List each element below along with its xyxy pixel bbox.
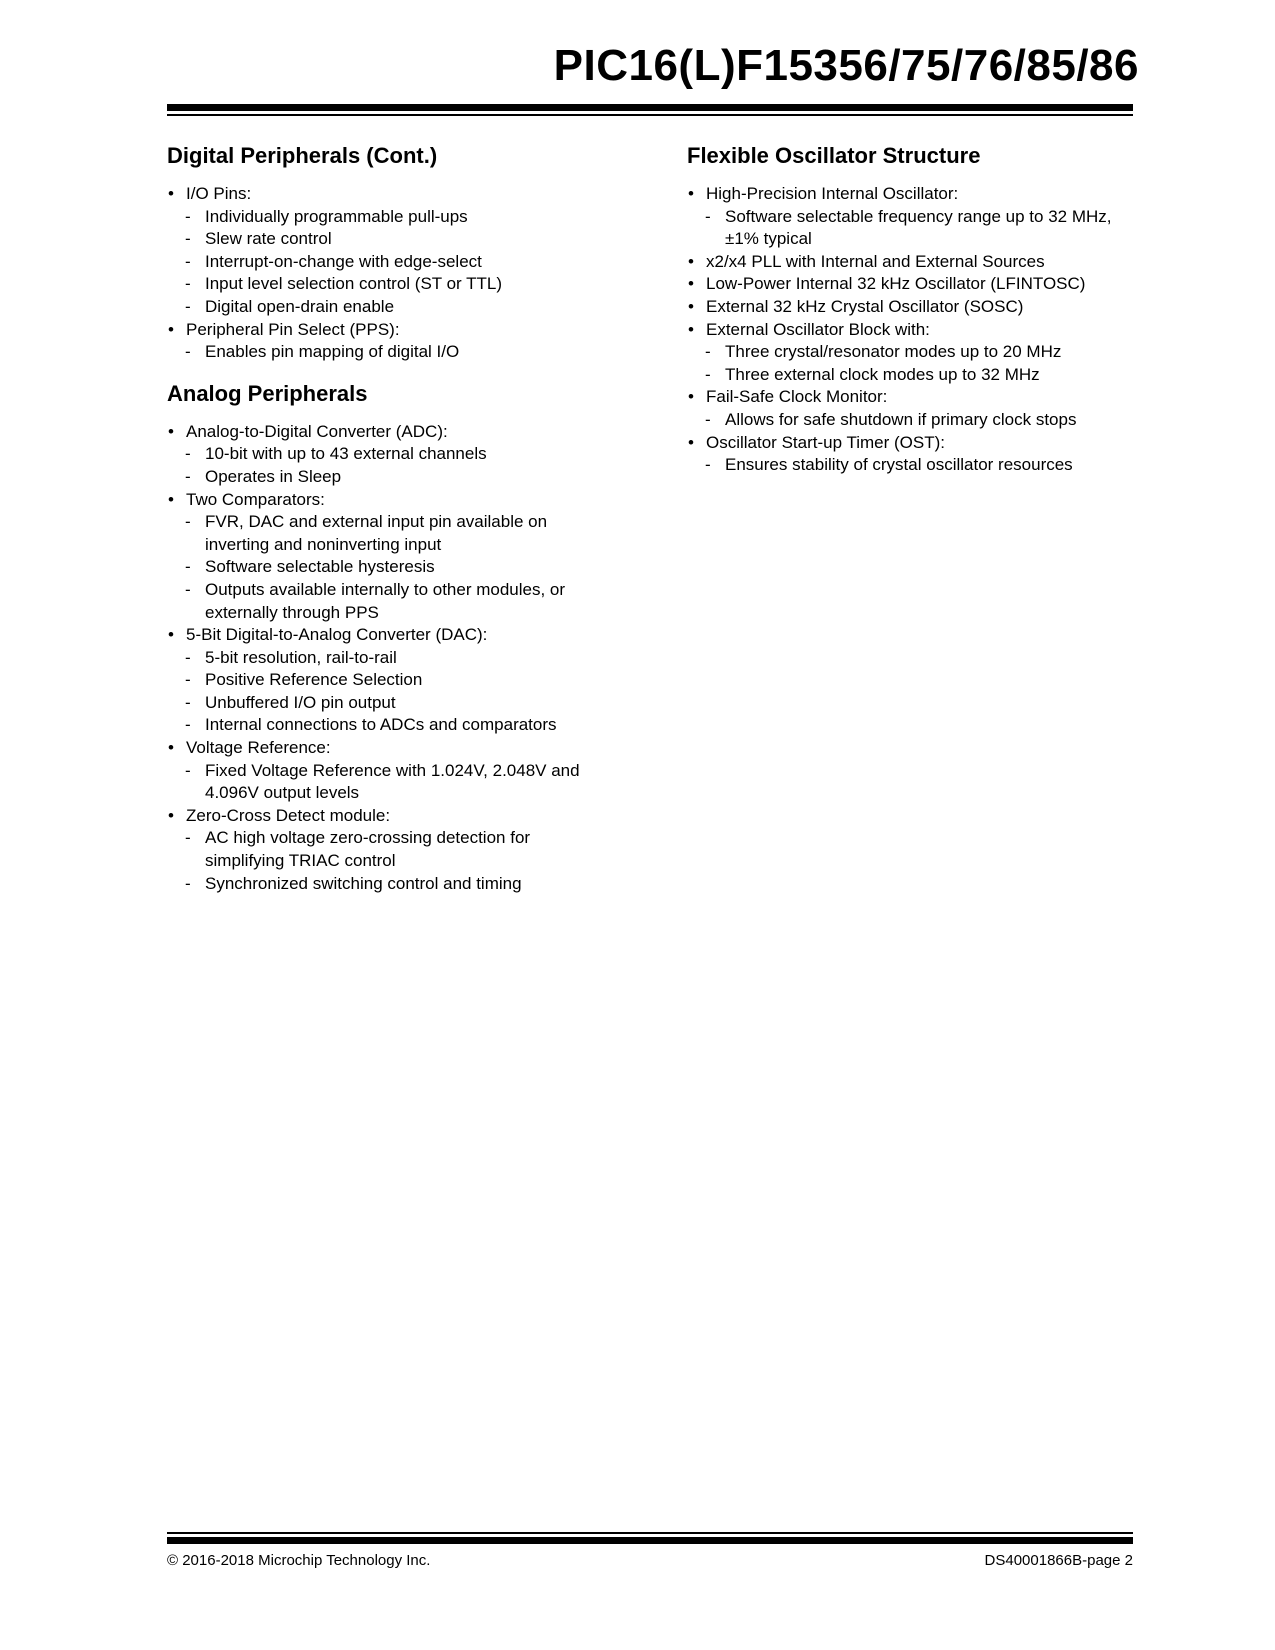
header-rule-thin [167,114,1133,116]
section [687,142,1117,477]
sub-list-item: - Interrupt-on-change with edge-select [167,251,587,274]
sub-list-item: - Three crystal/resonator modes up to 20 MHz [687,341,1117,364]
list-item: • 5-Bit Digital-to-Analog Converter (DAC): [167,624,587,647]
list-item: • High-Precision Internal Oscillator: [687,183,1117,206]
sub-list-item: - Allows for safe shutdown if primary clock stops [687,409,1117,432]
sub-list-item: - Outputs available internally to other modules, or externally through PPS [167,579,587,624]
sub-list-item: - Three external clock modes up to 32 MHz [687,364,1117,387]
list-item: • External Oscillator Block with: [687,319,1117,342]
list-item: • x2/x4 PLL with Internal and External Sources [687,251,1117,274]
page-title: PIC16(L)F15356/75/76/85/86 [553,41,1139,90]
sub-list-item: - Fixed Voltage Reference with 1.024V, 2.048V and 4.096V output levels [167,760,587,805]
sub-list-item: - FVR, DAC and external input pin available on inverting and noninverting input [167,511,587,556]
list-item: • Two Comparators: [167,489,587,512]
section-heading: Analog Peripherals [167,380,368,406]
sub-list-item: - Positive Reference Selection [167,669,587,692]
sub-list-item: - Operates in Sleep [167,466,587,489]
header-rule-thick [167,104,1133,111]
section [167,380,587,895]
sub-list-item: - Digital open-drain enable [167,296,587,319]
bullet-list [167,183,587,364]
list-item: • Zero-Cross Detect module: [167,805,587,828]
sub-list-item: - 10-bit with up to 43 external channels [167,443,587,466]
sub-list-item: - Unbuffered I/O pin output [167,692,587,715]
list-item: • Peripheral Pin Select (PPS): [167,319,587,342]
sub-list-item: - Software selectable hysteresis [167,556,587,579]
footer-page-ref: DS40001866B-page 2 [984,1552,1133,1569]
sub-list-item: - Software selectable frequency range up to 32 MHz, ±1% typical [687,206,1117,251]
list-item: • Voltage Reference: [167,737,587,760]
section-heading: Flexible Oscillator Structure [687,143,981,168]
bullet-list [167,421,587,895]
sub-list-item: - Internal connections to ADCs and comparators [167,714,587,737]
sub-list-item: - Synchronized switching control and timing [167,873,587,896]
list-item: • I/O Pins: [167,183,587,206]
sub-list-item: - AC high voltage zero-crossing detection for simplifying TRIAC control [167,827,587,872]
list-item: • Oscillator Start-up Timer (OST): [687,432,1117,455]
footer-rule-thick [167,1537,1133,1544]
list-item: • External 32 kHz Crystal Oscillator (SOSC) [687,296,1117,319]
section [167,142,587,364]
list-item: • Fail-Safe Clock Monitor: [687,386,1117,409]
sub-list-item: - Ensures stability of crystal oscillator resources [687,454,1117,477]
left-column [167,142,587,895]
list-item: • Low-Power Internal 32 kHz Oscillator (LFINTOSC) [687,273,1117,296]
sub-list-item: - Individually programmable pull-ups [167,206,587,229]
sub-list-item: - Input level selection control (ST or TTL) [167,273,587,296]
right-column [687,142,1117,477]
sub-list-item: - Enables pin mapping of digital I/O [167,341,587,364]
bullet-list [687,183,1117,477]
list-item: • Analog-to-Digital Converter (ADC): [167,421,587,444]
footer-copyright: © 2016-2018 Microchip Technology Inc. [167,1552,431,1569]
section-heading: Digital Peripherals (Cont.) [167,143,438,168]
sub-list-item: - 5-bit resolution, rail-to-rail [167,647,587,670]
footer-rule-thin [167,1532,1133,1534]
sub-list-item: - Slew rate control [167,228,587,251]
